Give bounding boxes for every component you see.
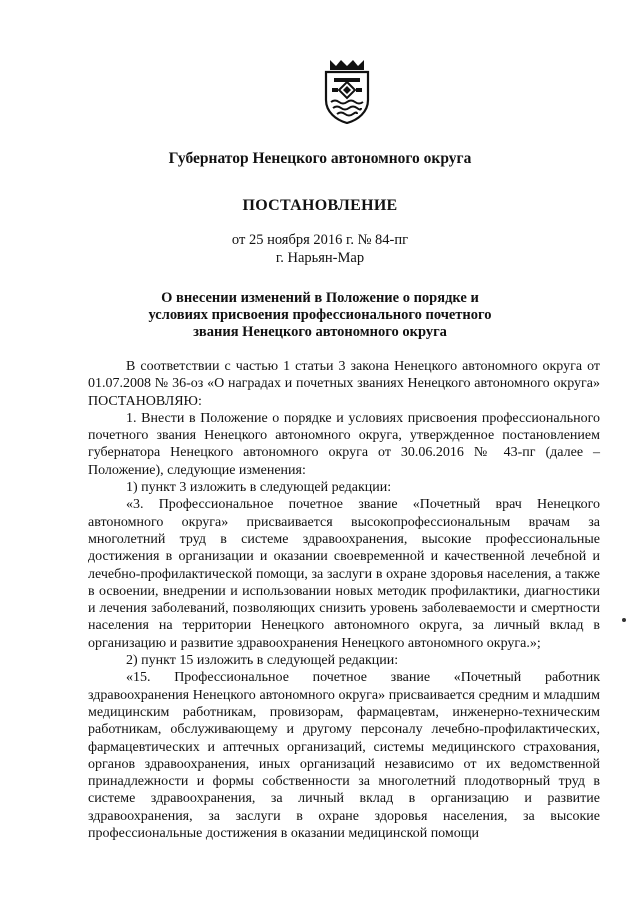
body-paragraph: 2) пункт 15 изложить в следующей редакции: xyxy=(126,653,399,669)
subject-line: звания Ненецкого автономного округа xyxy=(193,324,447,340)
body-paragraph: В соответствии с частью 1 статьи 3 закона Ненецкого автономного округа от 01.07.2008 № 36-оз «О наградах и почетных званиях Ненецкого автономного округа» ПОСТАНОВЛЯЮ: xyxy=(88,359,600,409)
body-paragraph: 1. Внести в Положение о порядке и условиях присвоения профессионального почетного звания Ненецкого автономного округа, утвержденное постановлением губернатора Ненецкого автономного округа от 30.06.2016 № 43-пг (далее – Положение), следующие изменения: xyxy=(88,410,600,478)
document-date: от 25 ноября 2016 г. № 84-пг xyxy=(231,232,409,248)
document-body xyxy=(88,358,600,842)
subject-line: условиях присвоения профессионального почетного xyxy=(148,307,492,323)
coat-of-arms-icon xyxy=(322,58,372,124)
document-subject xyxy=(0,290,640,341)
document-type: ПОСТАНОВЛЕНИЕ xyxy=(242,197,398,214)
body-paragraph: «15. Профессиональное почетное звание «Почетный работник здравоохранения Ненецкого автономного округа» присваивается средним и младшим медицинским работникам, провизорам, фармацевтам, инженерно-техническим работникам, обслуживающему и другому персоналу лечебно-профилактических, фармацевтических и аптечных организаций, системы медицинского страхования, органов здравоохранения, иных организаций независимо от их ведомственной принадлежности и формы собственности за многолетний плодотворный труд в системе здравоохранения, за личный вклад в организацию и развитие здравоохранения, за заслуги в охране здоровья населения, за высокие профессиональные достижения в оказании медицинской помощи xyxy=(88,670,600,842)
body-paragraph: 1) пункт 3 изложить в следующей редакции: xyxy=(126,480,392,496)
body-paragraph: «3. Профессиональное почетное звание «Почетный врач Ненецкого автономного округа» присваивается высокопрофессиональным врачам за многолетний труд в системе здравоохранения, высокие профессиональные достижения в организации и оказании своевременной и качественной лечебной и лечебно-профилактической помощи, за заслуги в охране здоровья населения, а также в освоении, внедрении и использовании новых методик профилактики, диагностики и лечения заболеваний, позволяющих снизить уровень заболеваемости и смертности населения на территории Ненецкого автономного округа, за личный вклад в организацию и развитие здравоохранения Ненецкого автономного округа.»; xyxy=(88,497,600,651)
subject-line: О внесении изменений в Положение о порядке и xyxy=(161,290,479,306)
authority-title: Губернатор Ненецкого автономного округа xyxy=(168,150,472,167)
document-city: г. Нарьян-Мар xyxy=(275,250,365,266)
scan-artifact xyxy=(622,618,626,622)
